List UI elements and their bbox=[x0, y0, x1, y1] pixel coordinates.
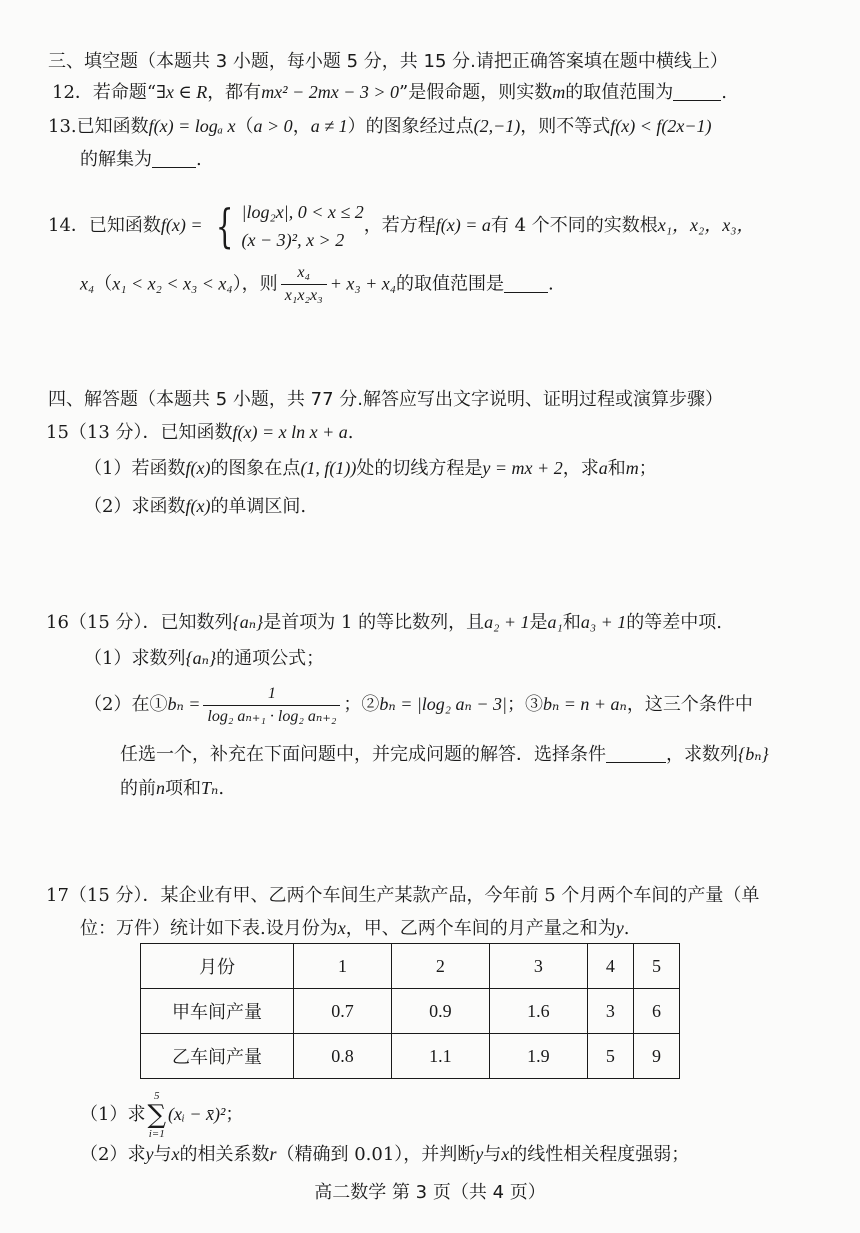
q14-text: 14．已知函数 bbox=[48, 215, 161, 236]
q13-text: ， bbox=[292, 116, 311, 137]
q17-text: 位：万件）统计如下表.设月份为 bbox=[80, 918, 338, 939]
q17-text: 的线性相关程度强弱； bbox=[509, 1144, 690, 1165]
fraction-denominator: x₁x₂x₃ bbox=[284, 287, 323, 304]
q17-math: x bbox=[337, 918, 346, 938]
q16-text: 是 bbox=[529, 612, 548, 633]
q16-math: {aₙ} bbox=[185, 648, 217, 668]
q17-math: y bbox=[475, 1144, 484, 1164]
q16-math: bₙ = |log₂ aₙ − 3| bbox=[379, 694, 507, 714]
table-cell: 0.9 bbox=[391, 989, 489, 1034]
q17-math: y bbox=[145, 1144, 154, 1164]
q13-text: 的解集为 bbox=[80, 149, 152, 170]
q12-text: ，都有 bbox=[207, 82, 262, 103]
q17-text: （精确到 0.01），并判断 bbox=[276, 1144, 476, 1165]
table-cell: 2 bbox=[391, 944, 489, 989]
q16-math: bₙ = bbox=[167, 694, 201, 714]
fraction-numerator: 1 bbox=[203, 683, 340, 706]
q14-math: x₄ bbox=[80, 273, 95, 294]
q16-math: Tₙ bbox=[201, 778, 219, 798]
q14-math: f(x) = a bbox=[435, 215, 491, 235]
q16-text: 项和 bbox=[165, 778, 201, 799]
q17-math: x bbox=[501, 1144, 510, 1164]
q17-math: (xᵢ − x̄)² bbox=[168, 1104, 226, 1124]
q16-math: a₃ + 1 bbox=[580, 612, 627, 632]
q15-math: a bbox=[598, 458, 608, 478]
table-row bbox=[141, 944, 680, 989]
q12-text: 12．若命题“ bbox=[52, 82, 157, 103]
q16-text: ，求数列 bbox=[666, 744, 738, 765]
page-footer: 高二数学 第 3 页（共 4 页） bbox=[314, 1182, 546, 1203]
q13-math: (2,−1) bbox=[473, 116, 521, 136]
q14-text: 有 4 个不同的实数根 bbox=[490, 215, 658, 236]
q15-text: ； bbox=[638, 458, 657, 479]
q17-text: （1）求 bbox=[80, 1104, 146, 1125]
answer-blank[interactable] bbox=[152, 149, 196, 168]
question-14-line2 bbox=[80, 262, 820, 307]
q15-text: 和 bbox=[607, 458, 626, 479]
table-cell: 1.9 bbox=[489, 1034, 587, 1079]
q16-math: {aₙ} bbox=[232, 612, 264, 632]
question-16-part2-line3 bbox=[120, 774, 820, 803]
question-13-line2 bbox=[80, 146, 820, 174]
question-12 bbox=[52, 78, 820, 107]
q16-text: （2）在① bbox=[84, 694, 168, 715]
table-row-label: 甲车间产量 bbox=[141, 989, 294, 1034]
q15-text: 处的切线方程是 bbox=[356, 458, 483, 479]
q16-text: 任选一个，补充在下面问题中，并完成问题的解答．选择条件 bbox=[120, 744, 606, 765]
summation bbox=[147, 1090, 166, 1140]
table-cell: 3 bbox=[489, 944, 587, 989]
q16-math: n bbox=[156, 778, 165, 798]
q12-text: 的取值范围为 bbox=[565, 82, 674, 103]
sum-upper-limit: 5 bbox=[153, 1090, 160, 1102]
question-17-part1 bbox=[80, 1090, 820, 1140]
table-cell: 5 bbox=[587, 1034, 633, 1079]
q12-text: ”是假命题，则实数 bbox=[399, 82, 553, 103]
q15-math: y = mx + 2 bbox=[482, 458, 563, 478]
q12-math: ∃x ∈ R bbox=[156, 82, 208, 102]
q16-text: 的通项公式； bbox=[216, 648, 325, 669]
q13-math: f(x) = logₐ x bbox=[148, 116, 236, 136]
question-17-line2 bbox=[80, 914, 820, 943]
q12-math: m bbox=[552, 82, 566, 102]
q16-math: bₙ = n + aₙ bbox=[542, 694, 627, 714]
q16-text: ，这三个条件中 bbox=[626, 694, 753, 715]
q15-math: (1, f(1)) bbox=[300, 458, 357, 478]
table-row bbox=[141, 1034, 680, 1079]
sum-lower-limit: i=1 bbox=[148, 1128, 165, 1140]
q14-math: x₁，x₂，x₃， bbox=[657, 215, 755, 235]
question-14 bbox=[48, 198, 820, 254]
q17-text: 与 bbox=[153, 1144, 172, 1165]
table-cell: 1.1 bbox=[391, 1034, 489, 1079]
question-17: 17（15 分）．某企业有甲、乙两个车间生产某款产品，今年前 5 个月两个车间的产量（单 bbox=[46, 885, 760, 906]
section4-heading: 四、解答题（本题共 5 小题，共 77 分.解答应写出文字说明、证明过程或演算步骤） bbox=[48, 389, 723, 410]
q15-text: （1）若函数 bbox=[84, 458, 186, 479]
table-cell: 3 bbox=[587, 989, 633, 1034]
q15-text: （2）求函数 bbox=[84, 496, 186, 517]
q14-text: 的取值范围是 bbox=[395, 273, 504, 295]
question-16-part1 bbox=[84, 644, 820, 673]
q14-text: ），则 bbox=[232, 273, 278, 295]
q12-math: mx² − 2mx − 3 > 0 bbox=[261, 82, 399, 102]
q16-text: 的等差中项. bbox=[626, 612, 722, 633]
q14-case1: |log₂x|, 0 < x ≤ 2 bbox=[241, 202, 364, 222]
q15-text: ，求 bbox=[562, 458, 599, 479]
q15-text: 15（13 分）．已知函数 bbox=[46, 422, 233, 443]
answer-blank[interactable] bbox=[673, 82, 721, 101]
q17-text: ； bbox=[225, 1104, 244, 1125]
q14-math: f(x) = bbox=[160, 215, 203, 235]
sigma-icon: ∑ bbox=[147, 1100, 167, 1130]
brace-icon: { bbox=[216, 199, 234, 253]
q17-math: x bbox=[171, 1144, 180, 1164]
q13-math: f(x) < f(2x−1) bbox=[610, 116, 712, 136]
production-table bbox=[140, 943, 680, 1079]
question-16-part2-line2 bbox=[120, 740, 820, 769]
q13-text: 13.已知函数 bbox=[48, 116, 149, 137]
fraction-denominator: log₂ aₙ₊₁ · log₂ aₙ₊₂ bbox=[207, 707, 337, 725]
table-cell: 4 bbox=[587, 944, 633, 989]
table-cell: 9 bbox=[633, 1034, 679, 1079]
q17-text: 的相关系数 bbox=[179, 1144, 270, 1165]
table-cell: 1.6 bbox=[489, 989, 587, 1034]
q14-text: （ bbox=[94, 273, 113, 295]
question-13 bbox=[48, 112, 820, 141]
q17-text: （2）求 bbox=[80, 1144, 146, 1165]
q17-text: . bbox=[623, 918, 630, 939]
q13-text: ，则不等式 bbox=[520, 116, 611, 137]
table-cell: 5 bbox=[633, 944, 679, 989]
q16-math: a₁ bbox=[547, 612, 563, 632]
q16-text: （1）求数列 bbox=[84, 648, 186, 669]
table-cell: 1 bbox=[294, 944, 392, 989]
q13-text: ）的图象经过点 bbox=[347, 116, 474, 137]
question-17-part2 bbox=[80, 1140, 820, 1169]
q16-fraction bbox=[203, 683, 340, 728]
q16-text: 和 bbox=[562, 612, 581, 633]
table-cell: 6 bbox=[633, 989, 679, 1034]
q14-math: x₁ < x₂ < x₃ < x₄ bbox=[112, 273, 233, 294]
question-15-part1 bbox=[84, 454, 820, 483]
q16-text: ；③ bbox=[506, 694, 543, 715]
section3-heading: 三、填空题（本题共 3 小题，每小题 5 分，共 15 分.请把正确答案填在题中横线上） bbox=[48, 51, 728, 72]
q16-text: . bbox=[218, 778, 225, 799]
question-16 bbox=[46, 608, 820, 637]
table-row-label: 月份 bbox=[141, 944, 294, 989]
q15-math: m bbox=[625, 458, 639, 478]
q16-text: ；② bbox=[343, 694, 380, 715]
fraction-numerator: x₄ bbox=[281, 262, 327, 285]
q13-math: a > 0 bbox=[253, 116, 293, 136]
answer-blank[interactable] bbox=[504, 274, 548, 293]
question-15 bbox=[46, 418, 820, 447]
table-row-label: 乙车间产量 bbox=[141, 1034, 294, 1079]
q17-text: 与 bbox=[483, 1144, 502, 1165]
q17-math: r bbox=[269, 1144, 277, 1164]
question-16-part2 bbox=[84, 682, 820, 728]
q16-math: {bₙ} bbox=[738, 744, 769, 764]
q15-math: f(x) bbox=[185, 496, 211, 516]
q15-text: . bbox=[347, 422, 354, 443]
q15-text: 的图象在点 bbox=[210, 458, 301, 479]
q15-math: f(x) bbox=[185, 458, 211, 478]
q14-fraction bbox=[281, 262, 327, 307]
q12-end: . bbox=[721, 82, 727, 103]
q13-math: a ≠ 1 bbox=[310, 116, 348, 136]
q16-text: 是首项为 1 的等比数列，且 bbox=[263, 612, 485, 633]
q13-text: （ bbox=[235, 116, 254, 137]
q14-text: ，若方程 bbox=[363, 215, 436, 236]
q15-math: f(x) = x ln x + a bbox=[232, 422, 348, 442]
q14-case2: (x − 3)², x > 2 bbox=[241, 230, 345, 250]
q14-end: . bbox=[547, 273, 554, 295]
q16-text: 的前 bbox=[120, 778, 156, 799]
q15-text: 的单调区间. bbox=[210, 496, 307, 517]
answer-blank[interactable] bbox=[606, 744, 666, 763]
table-cell: 0.8 bbox=[294, 1034, 392, 1079]
table-row bbox=[141, 989, 680, 1034]
q13-end: . bbox=[196, 149, 202, 170]
q16-math: a₂ + 1 bbox=[484, 612, 530, 632]
q17-text: ，甲、乙两个车间的月产量之和为 bbox=[345, 918, 616, 939]
question-15-part2 bbox=[84, 492, 820, 521]
q16-text: 16（15 分）．已知数列 bbox=[46, 612, 233, 633]
table-cell: 0.7 bbox=[294, 989, 392, 1034]
q17-math: y bbox=[615, 918, 624, 938]
q14-math: + x₃ + x₄ bbox=[329, 273, 396, 294]
